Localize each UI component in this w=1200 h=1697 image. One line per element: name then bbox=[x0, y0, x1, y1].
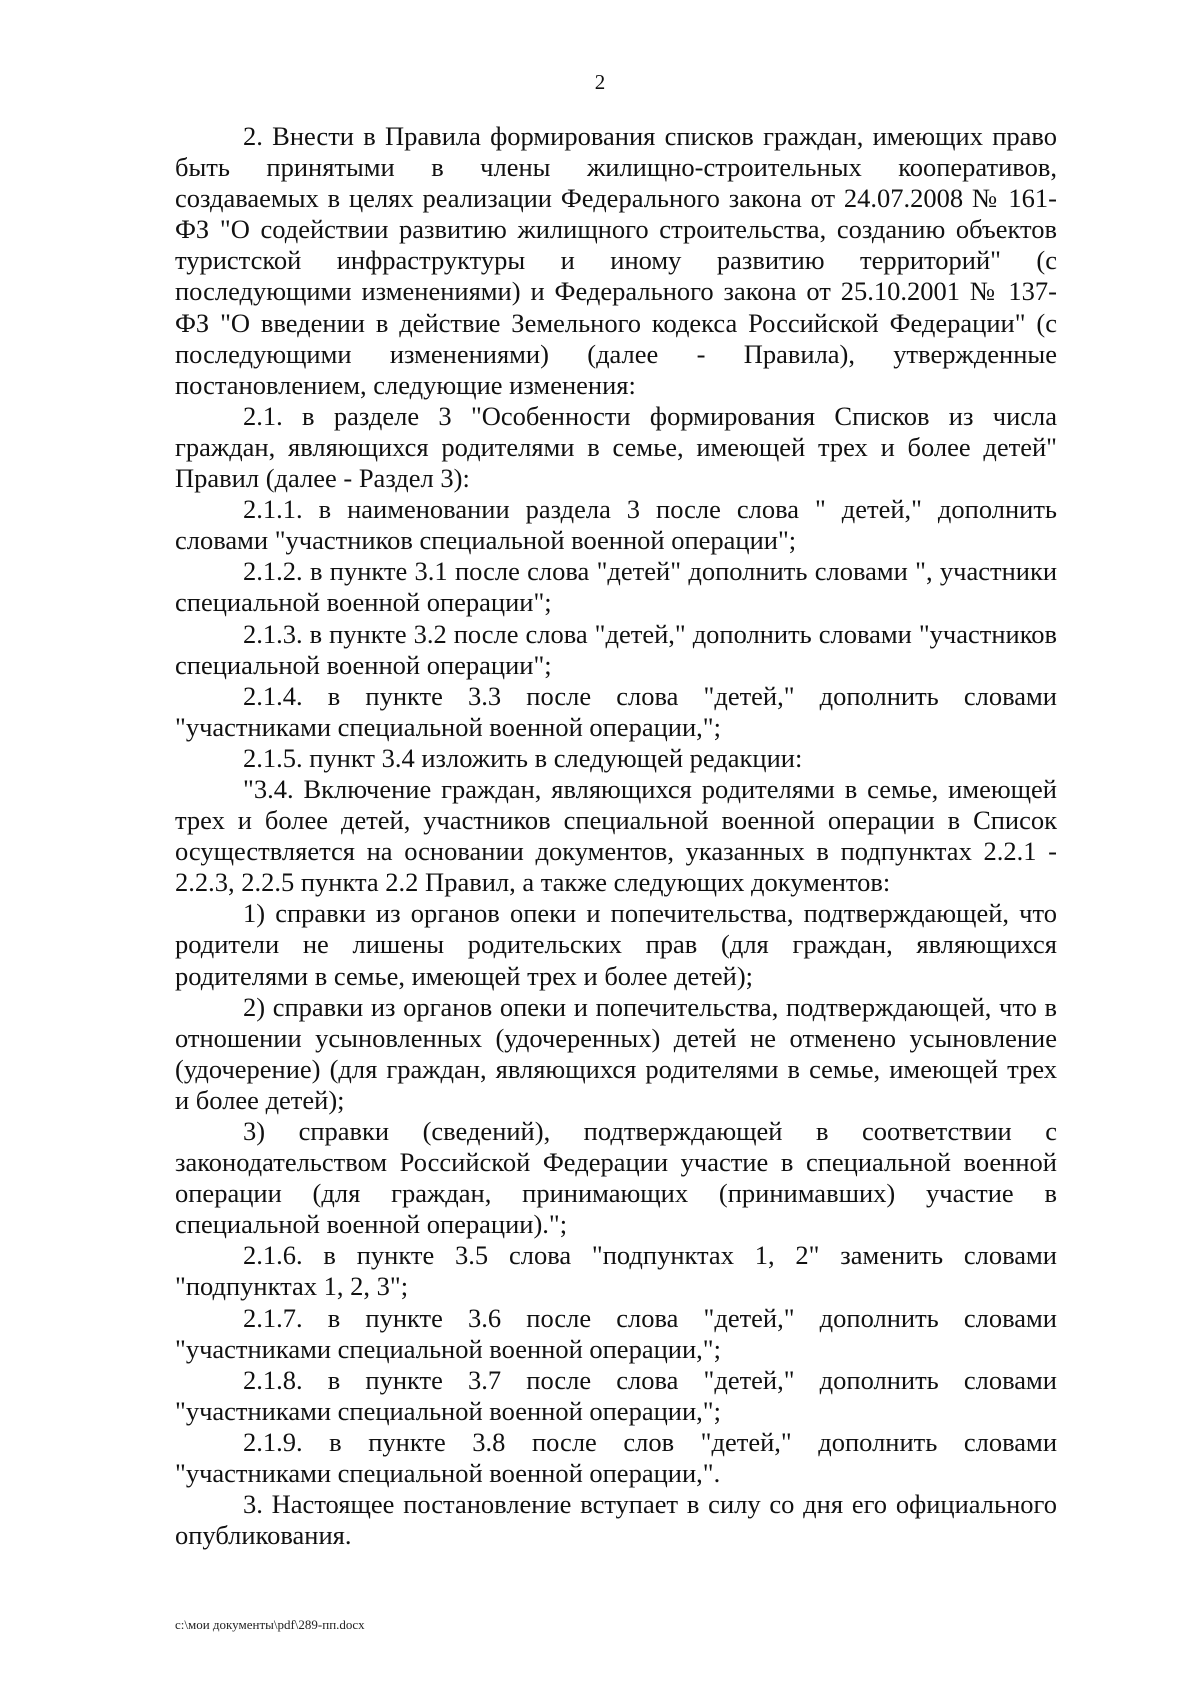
paragraph-item-2-1: 2.1. в разделе 3 "Особенности формирования Списков из числа граждан, являющихся родителями в семье, имеющей трех и более детей" Правил (далее - Раздел 3): bbox=[175, 400, 1057, 494]
paragraph-item-2-1-8: 2.1.8. в пункте 3.7 после слова "детей," дополнить словами "участниками специальной военной операции,"; bbox=[175, 1364, 1057, 1426]
paragraph-subitem-3: 3) справки (сведений), подтверждающей в соответствии с законодательством Российской Федерации участие в специальной военной операции (для граждан, принимающих (принимавших) участие в специальной военной операции)."; bbox=[175, 1116, 1057, 1240]
paragraph-item-2: 2. Внести в Правила формирования списков граждан, имеющих право быть принятыми в члены жилищно-строительных кооперативов, создаваемых в целях реализации Федерального закона от 24.07.2008 № 161-ФЗ "О содействии развитию жилищного строительства, созданию объектов туристской инфраструктуры и иному развитию территорий" (с последующими изменениями) и Федерального закона от 25.10.2001 № 137-ФЗ "О введении в действие Земельного кодекса Российской Федерации" (с последующими изменениями) (далее - Правила), утвержденные постановлением, следующие изменения: bbox=[175, 121, 1057, 400]
page-number: 2 bbox=[594, 70, 606, 94]
document-body bbox=[175, 121, 1057, 1551]
paragraph-subitem-1: 1) справки из органов опеки и попечительства, подтверждающей, что родители не лишены родительских прав (для граждан, являющихся родителями в семье, имеющей трех и более детей); bbox=[175, 898, 1057, 991]
paragraph-item-2-1-7: 2.1.7. в пункте 3.6 после слова "детей," дополнить словами "участниками специальной военной операции,"; bbox=[175, 1302, 1057, 1364]
footer-file-path: c:\мои документы\pdf\289-пп.docx bbox=[175, 1617, 365, 1632]
paragraph-item-2-1-3: 2.1.3. в пункте 3.2 после слова "детей," дополнить словами "участников специальной военной операции"; bbox=[175, 618, 1057, 680]
paragraph-subitem-2: 2) справки из органов опеки и попечительства, подтверждающей, что в отношении усыновленных (удочеренных) детей не отменено усыновление (удочерение) (для граждан, являющихся родителями в семье, имеющей трех и более детей); bbox=[175, 991, 1057, 1115]
paragraph-item-3: 3. Настоящее постановление вступает в силу со дня его официального опубликования. bbox=[175, 1489, 1057, 1551]
paragraph-new-3-4: "3.4. Включение граждан, являющихся родителями в семье, имеющей трех и более детей, участников специальной военной операции в Список осуществляется на основании документов, указанных в подпунктах 2.2.1 - 2.2.3, 2.2.5 пункта 2.2 Правил, а также следующих документов: bbox=[175, 773, 1057, 898]
paragraph-item-2-1-5: 2.1.5. пункт 3.4 изложить в следующей редакции: bbox=[243, 742, 803, 773]
paragraph-item-2-1-6: 2.1.6. в пункте 3.5 слова "подпунктах 1, 2" заменить словами "подпунктах 1, 2, 3"; bbox=[175, 1240, 1057, 1302]
paragraph-item-2-1-4: 2.1.4. в пункте 3.3 после слова "детей," дополнить словами "участниками специальной военной операции,"; bbox=[175, 680, 1057, 742]
paragraph-item-2-1-2: 2.1.2. в пункте 3.1 после слова "детей" дополнить словами ", участники специальной военной операции"; bbox=[175, 556, 1057, 618]
paragraph-item-2-1-9: 2.1.9. в пункте 3.8 после слов "детей," дополнить словами "участниками специальной военной операции,". bbox=[175, 1426, 1057, 1489]
paragraph-item-2-1-1: 2.1.1. в наименовании раздела 3 после слова " детей," дополнить словами "участников специальной военной операции"; bbox=[175, 494, 1057, 556]
